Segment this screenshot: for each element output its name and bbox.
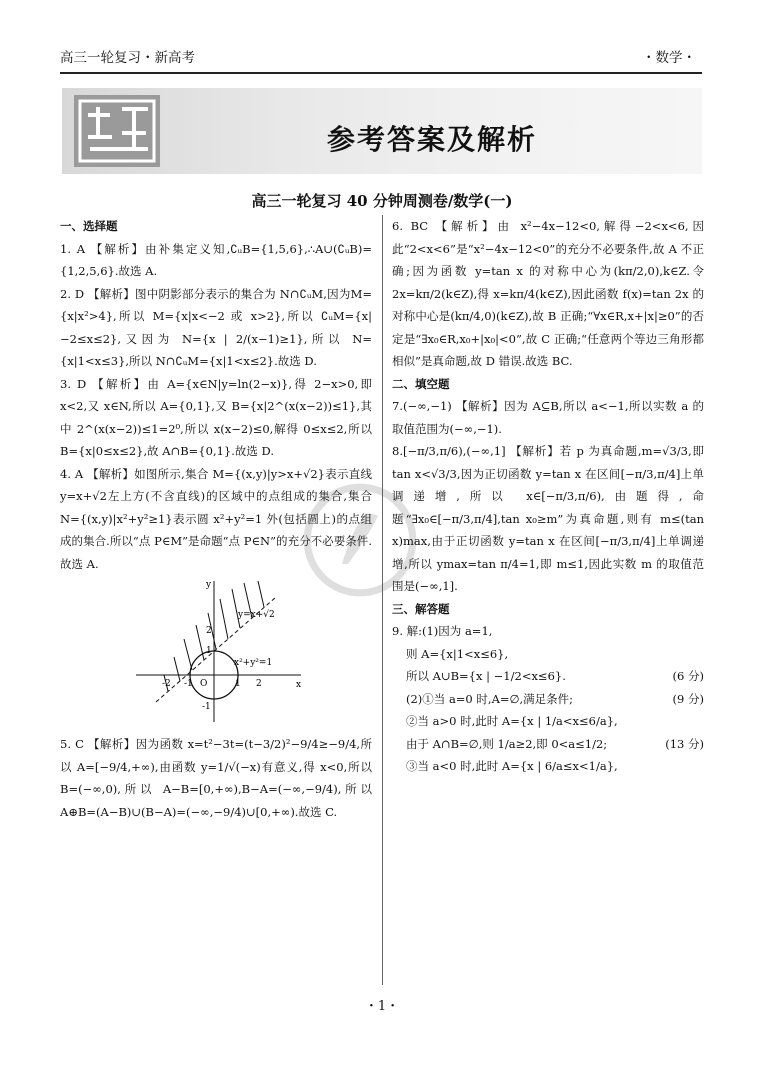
answer-q4: 4. A 【解析】如图所示,集合 M={(x,y)|y>x+√2}表示直线 y=x+√2左上方(不含直线)的区域中的点组成的集合,集合 N={(x,y)|x²+y²≥1}表示圆 x²+y²=1 外(包括圆上)的点组成的集合.所以“点 P∈M”是命题“点 P∈N”的充分不必要条件.故选 A. bbox=[60, 466, 372, 571]
answer-q1: 1. A 【解析】由补集定义知,∁ᵤB={1,5,6},∴A∪(∁ᵤB)={1,2,5,6}.故选 A. bbox=[60, 241, 372, 278]
page-number: ・1・ bbox=[364, 999, 400, 1014]
score-badge: (6 分) bbox=[672, 669, 704, 683]
answer-q9-line1: 9. 解:(1)因为 a=1, bbox=[392, 624, 493, 638]
axis-y-label: y bbox=[206, 580, 212, 590]
tick-label: 1 bbox=[206, 646, 212, 656]
answer-q3: 3. D 【解析】由 A={x∈N|y=ln(2−x)},得 2−x>0,即 x<2,又 x∈N,所以 A={0,1},又 B={x|2^(x(x−2))≤1},其中 2^(x(x−2))≤1=2⁰,所以 x(x−2)≤0,解得 0≤x≤2,所以 B={x|0≤x≤2},故 A∩B={0,1}.故选 D. bbox=[60, 376, 372, 458]
tick-label: 1 bbox=[235, 679, 241, 689]
tick-label: -1 bbox=[184, 679, 193, 689]
tick-label: 2 bbox=[256, 679, 262, 689]
column-rule bbox=[382, 215, 383, 985]
answer-q7: 7.(−∞,−1) 【解析】因为 A⊆B,所以 a<−1,所以实数 a 的取值范围为(−∞,−1). bbox=[392, 399, 704, 436]
q4-figure bbox=[126, 577, 306, 727]
origin-label: O bbox=[200, 679, 208, 689]
section-fill: 二、填空题 bbox=[392, 376, 450, 391]
header-left: 高三一轮复习・新高考 bbox=[60, 50, 195, 66]
header-rule bbox=[60, 72, 702, 74]
q9-text: 所以 A∪B={x | −1/2<x≤6}. bbox=[406, 669, 566, 683]
tick-label: -2 bbox=[162, 679, 171, 689]
right-column bbox=[392, 215, 704, 778]
answer-q9-line4 bbox=[392, 688, 704, 711]
tick-label: -1 bbox=[202, 702, 211, 712]
answer-q5: 5. C 【解析】因为函数 x=t²−3t=(t−3/2)²−9/4≥−9/4,所以 A=[−9/4,+∞),由函数 y=1/√(−x)有意义,得 x<0,所以 B=(−∞,0),所以 A−B=[0,+∞),B−A=(−∞,−9/4),所以 A⊕B=(A−B)∪(B−A)=(−∞,−9/4)∪[0,+∞).故选 C. bbox=[60, 737, 372, 819]
q9-text: 由于 A∩B=∅,则 1/a≥2,即 0<a≤1/2; bbox=[406, 736, 608, 751]
score-badge: (13 分) bbox=[665, 736, 704, 751]
answer-q8: 8.[−π/3,π/6),(−∞,1] 【解析】若 p 为真命题,m=√3/3,即 tan x<√3/3,因为正切函数 y=tan x 在区间[−π/3,π/4]上单调递增,所以 x∈[−π/3,π/6),由题得,命题“∃x₀∈[−π/3,π/4],tan x₀≥m”为真命题,则有 m≤(tan x)max,由于正切函数 y=tan x 在区间[−π/3,π/4]上单调递增,所以 ymax=tan π/4=1,即 m≤1,因此实数 m 的取值范围是(−∞,1]. bbox=[392, 444, 704, 593]
score-badge: (9 分) bbox=[672, 691, 704, 706]
sub-title: 高三一轮复习 40 分钟周测卷/数学(一) bbox=[251, 192, 513, 210]
banner-title: 参考答案及解析 bbox=[326, 123, 537, 156]
q9-text: (2)①当 a=0 时,A=∅,满足条件; bbox=[406, 691, 574, 706]
section-solve: 三、解答题 bbox=[392, 601, 450, 616]
answer-q9-line7: ③当 a<0 时,此时 A={x | 6/a≤x<1/a}, bbox=[406, 759, 618, 773]
answer-q9-line5: ②当 a>0 时,此时 A={x | 1/a<x≤6/a}, bbox=[406, 714, 618, 728]
answer-q2: 2. D 【解析】图中阴影部分表示的集合为 N∩∁ᵤM,因为M={x|x²>4},所以 M={x|x<−2 或 x>2},所以 ∁ᵤM={x|−2≤x≤2},又因为 N={x | 2/(x−1)≥1},所以 N={x|1<x≤3},所以 N∩∁ᵤM={x|1<x≤2}.故选 D. bbox=[60, 286, 372, 368]
answer-q6: 6. BC 【解析】由 x²−4x−12<0,解得−2<x<6,因此“2<x<6”是“x²−4x−12<0”的充分不必要条件,故 A 不正确;因为函数 y=tan x 的对称中心为(kπ/2,0),k∈Z.令 2x=kπ/2(k∈Z),得 x=kπ/4(k∈Z),因此函数 f(x)=tan 2x 的对称中心是(kπ/4,0)(k∈Z),故 B 正确;“∀x∈R,x+|x|≥0”的否定是“∃x₀∈R,x₀+|x₀|<0”,故 C 正确;“任意两个等边三角形都相似”是真命题,故 D 错误.故选 BC. bbox=[392, 219, 704, 368]
line-label: y=x+√2 bbox=[238, 610, 275, 620]
circle-label: x²+y²=1 bbox=[234, 658, 273, 668]
tick-label: 2 bbox=[206, 626, 212, 636]
answer-q9-line3 bbox=[392, 665, 704, 688]
left-column bbox=[60, 215, 372, 823]
answer-q9-line6 bbox=[392, 733, 704, 756]
axis-x-label: x bbox=[296, 680, 302, 690]
answer-q9-line2: 则 A={x|1<x≤6}, bbox=[406, 646, 509, 661]
section-choice: 一、选择题 bbox=[60, 219, 118, 233]
header-right: ・数学・ bbox=[642, 50, 696, 66]
